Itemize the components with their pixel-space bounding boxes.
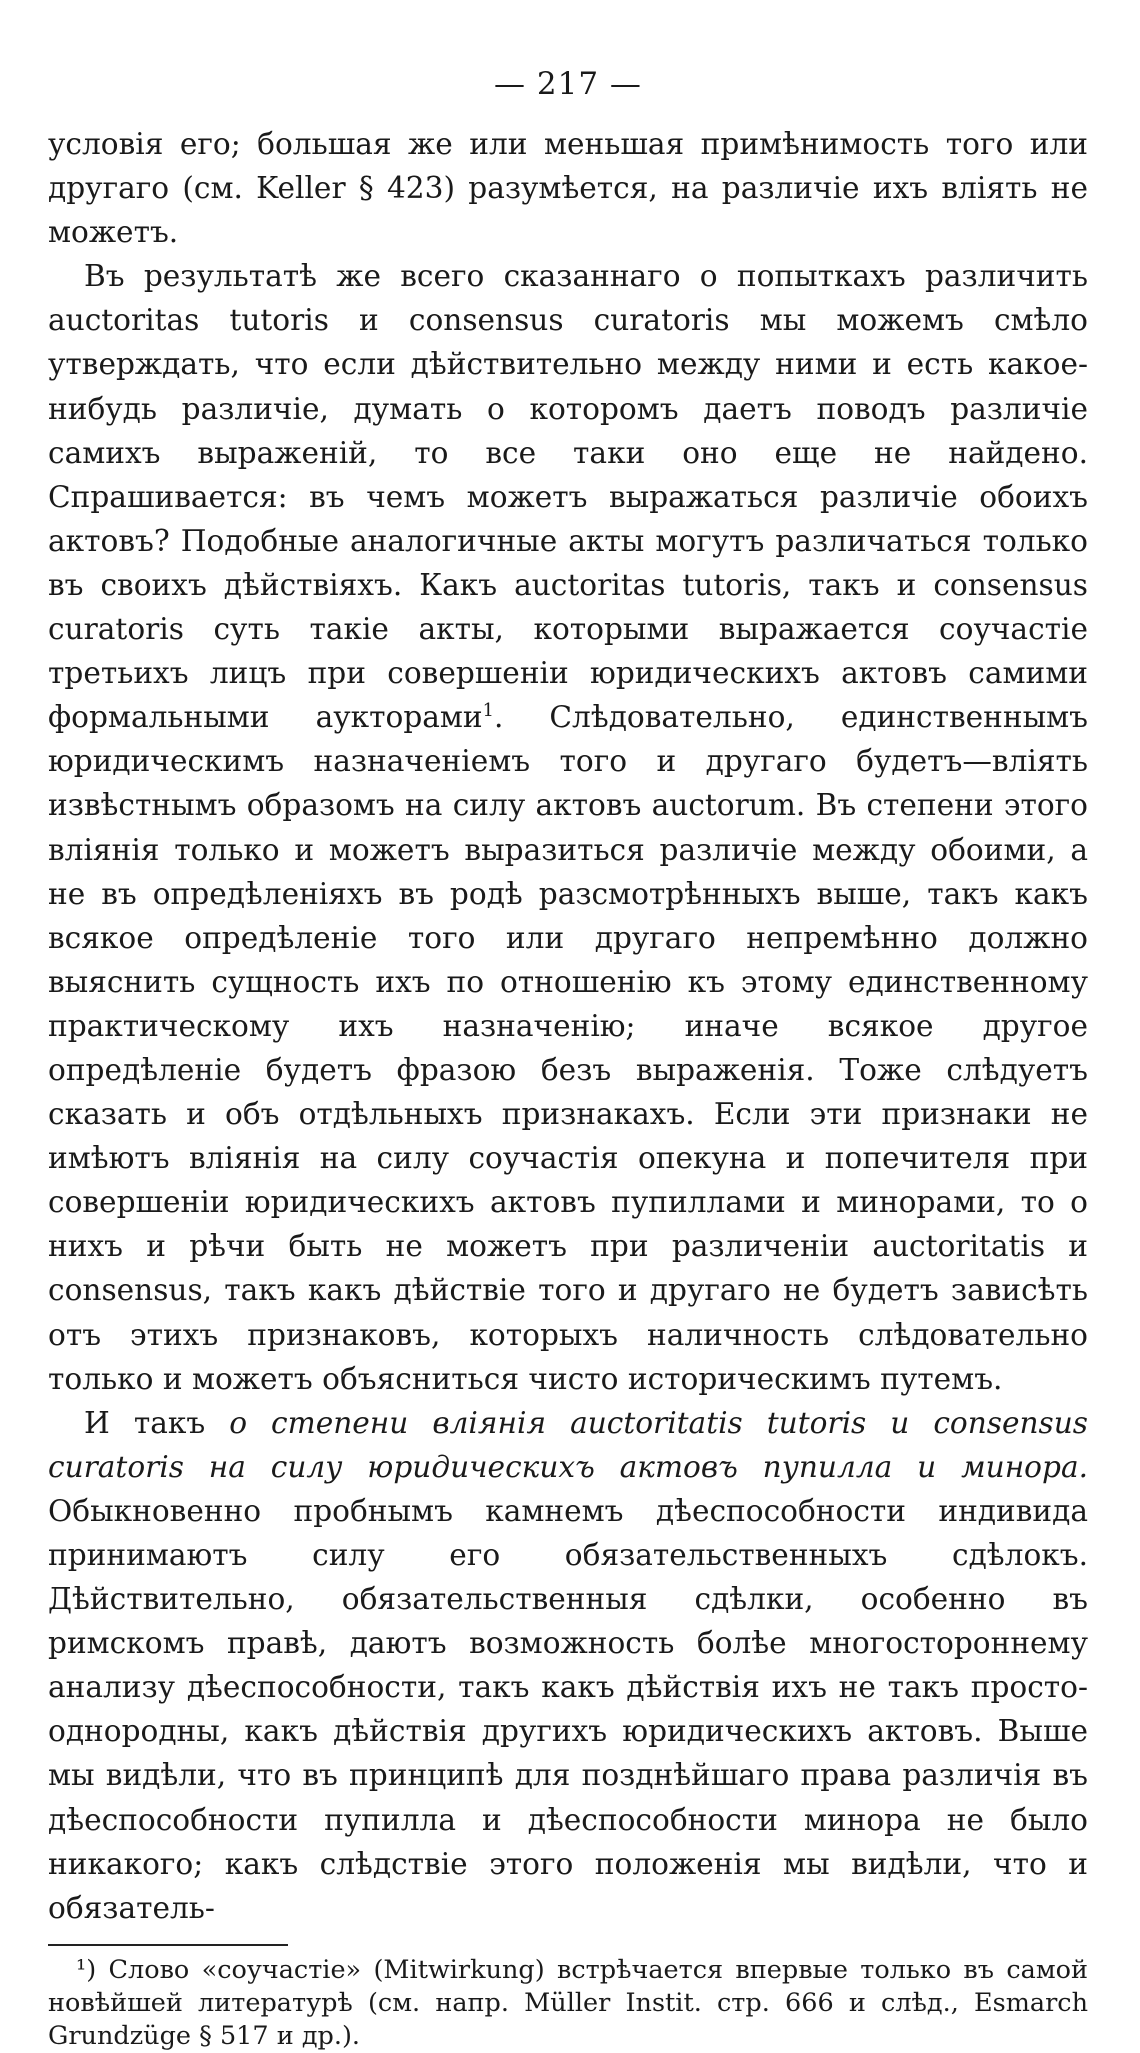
document-page	[48, 64, 1088, 2053]
footnote-text: Слово «соучастіе» (Mitwirkung) встрѣчается впервые только въ самой новѣйшей литературѣ (см. напр. Müller Instit. стр. 666 и слѣд., Esmarch Grundzüge § 517 и др.).	[48, 1954, 1089, 2051]
paragraph-3-lead: И такъ	[84, 1405, 206, 1440]
paragraph-2-text-after: . Слѣдовательно, единственнымъ юридическимъ назначеніемъ того и другаго будетъ—вліять извѣстнымъ образомъ на силу актовъ auctorum. Въ степени этого вліянія только и можетъ выразиться различіе между обоими, а не въ опредѣленіяхъ въ родѣ разсмотрѣнныхъ выше, такъ какъ всякое опредѣленіе того или другаго непремѣнно должно выяснить сущность ихъ по отношенію къ этому единственному практическому ихъ назначенію; иначе всякое другое опредѣленіе будетъ фразою безъ выраженія. Тоже слѣдуетъ сказать и объ отдѣльныхъ признакахъ. Если эти признаки не имѣютъ вліянія на силу соучастія опекуна и попечителя при совершеніи юридическихъ актовъ пупиллами и минорами, то о нихъ и рѣчи быть не можетъ при различеніи auctoritatis и consensus, такъ какъ дѣйствіе того и другаго не будетъ зависѣть отъ этихъ признаковъ, которыхъ наличность слѣдовательно только и можетъ объясниться чисто историческимъ путемъ.	[48, 700, 1088, 1396]
body-text	[48, 122, 1088, 1930]
footnote-1	[48, 1954, 1088, 2053]
paragraph-2	[48, 254, 1088, 1400]
page-number: — 217 —	[494, 66, 642, 102]
footnotes	[48, 1954, 1088, 2053]
footnote-marker: ¹)	[76, 1954, 97, 1985]
paragraph-3	[48, 1401, 1088, 1930]
paragraph-2-text: Въ результатѣ же всего сказаннаго о попыткахъ различить auctoritas tutoris и consensus curatoris мы можемъ смѣло утверждать, что если дѣйствительно между ними и есть какое-нибудь различіе, думать о которомъ даетъ поводъ различіе самихъ выраженій, то все таки оно еще не найдено. Спрашивается: въ чемъ можетъ выражаться различіе обоихъ актовъ? Подобные аналогичные акты могутъ различаться только въ своихъ дѣйствіяхъ. Какъ auctoritas tutoris, такъ и consensus curatoris суть такіе акты, которыми выражается соучастіе третьихъ лицъ при совершеніи юридическихъ актовъ самими формальными aукторами	[48, 259, 1088, 735]
footnote-ref[interactable]: 1	[482, 701, 494, 722]
paragraph-1: условія его; большая же или меньшая примѣнимость того или другаго (см. Keller § 423) разумѣется, на различіе ихъ вліять не можетъ.	[48, 127, 1088, 250]
paragraph-3-italic: о степени вліянія auctoritatis tutoris и consensus curatoris на силу юридическихъ актовъ пупилла и минора.	[48, 1405, 1088, 1484]
paragraph-3-rest: Обыкновенно пробнымъ камнемъ дѣеспособности индивида принимаютъ силу его обязательственныхъ сдѣлокъ. Дѣйствительно, обязательственныя сдѣлки, особенно въ римскомъ правѣ, даютъ возможность болѣе многостороннему анализу дѣеспособности, такъ какъ дѣйствія ихъ не такъ просто-однородны, какъ дѣйствія другихъ юридическихъ актовъ. Выше мы видѣли, что въ принципѣ для позднѣйшаго права различія въ дѣеспособности пупилла и дѣеспособности минора не было никакого; какъ слѣдствіе этого положенія мы видѣли, что и обязатель-	[48, 1493, 1088, 1925]
footnote-divider	[48, 1944, 288, 1946]
